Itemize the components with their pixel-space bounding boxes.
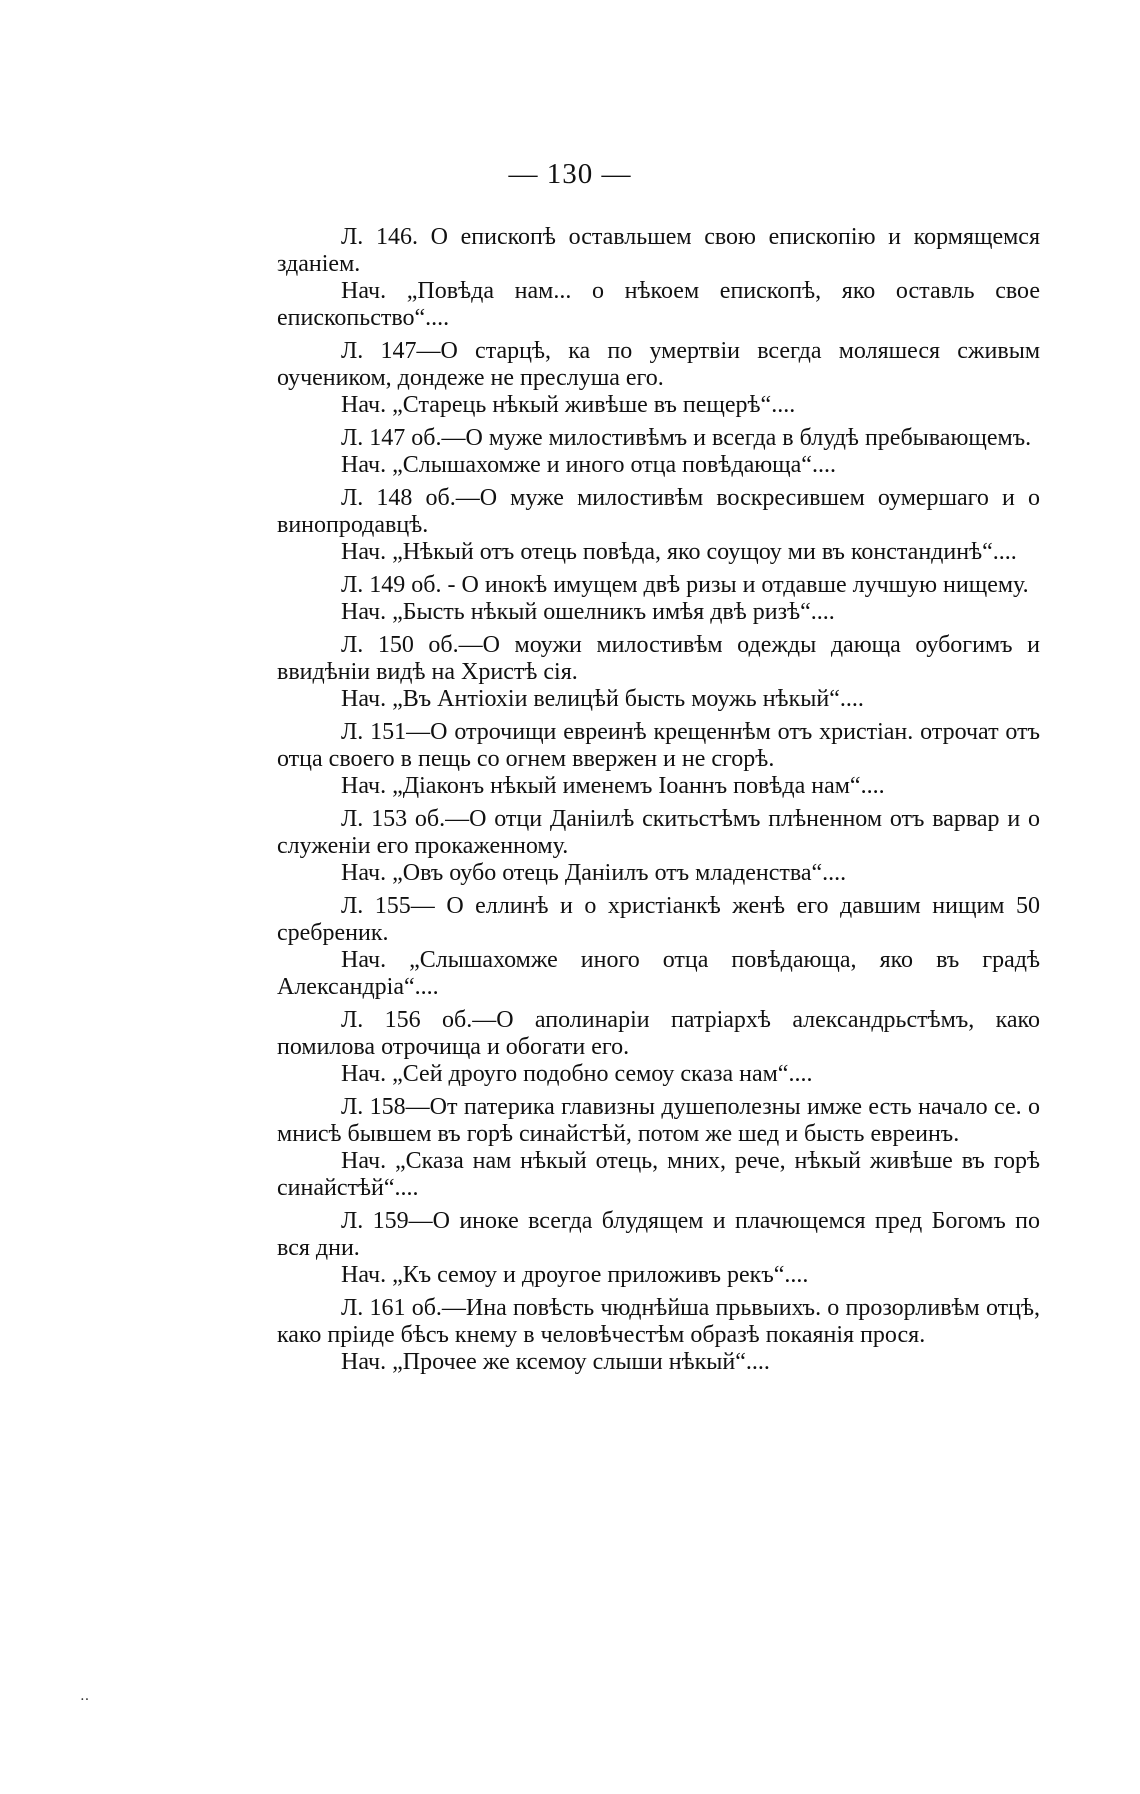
entry-description: Л. 150 об.—О моужи милостивѣм одежды дающа оубогимъ и ввидѣніи видѣ на Христѣ сія. [277,632,1040,685]
entry [277,1295,1040,1376]
entry-description: Л. 161 об.—Ина повѣсть чюднѣйша прьвыихъ. о прозорливѣм отцѣ, како пріиде бѣсъ кнему в человѣчестѣм образѣ покаянія прося. [277,1295,1040,1348]
entry [277,719,1040,800]
entry-description: Л. 149 об. - О инокѣ имущем двѣ ризы и отдавше лучшую нищему. [341,572,1029,598]
entry-description: Л. 156 об.—О аполинаріи патріархѣ александрьстѣмъ, како помилова отрочища и обогати его. [277,1007,1040,1060]
entry-description: Л. 147—О старцѣ, ка по умертвіи всегда моляшеся сживым оучеником, дондеже не преслуша его. [277,338,1040,391]
entry-incipit: Нач. „Сказа нам нѣкый отець, мних, рече, нѣкый живѣше въ горѣ синайстѣй“.... [277,1148,1040,1201]
entry-incipit: Нач. „Къ семоу и дроугое приложивъ рекъ“.... [341,1262,809,1288]
entry [277,572,1040,626]
entry-description: Л. 158—От патерика главизны душеполезны имже есть начало се. о мнисѣ бывшем въ горѣ синайстѣй, потом же шед и бысть евреинъ. [277,1094,1040,1147]
entry [277,224,1040,332]
entry [277,1007,1040,1088]
entry-incipit: Нач. „Слышахомже иного отца повѣдающа, яко въ градѣ Александріа“.... [277,947,1040,1000]
entry [277,1094,1040,1202]
entry-incipit: Нач. „Нѣкый отъ отець повѣда, яко соущоу ми въ констандинѣ“.... [341,539,1017,565]
page-number: — 130 — [508,158,632,190]
entry-description: Л. 159—О иноке всегда блудящем и плачющемся пред Богомъ по вся дни. [277,1208,1040,1261]
entry [277,806,1040,887]
entry-incipit: Нач. „Старець нѣкый живѣше въ пещерѣ“.... [341,392,796,418]
entry-incipit: Нач. „Въ Антіохіи велицѣй бысть моужь нѣкый“.... [341,686,864,712]
page-body [277,224,1040,1382]
entry [277,893,1040,1001]
entry-incipit: Нач. „Овъ оубо отець Даніилъ отъ младенства“.... [341,860,847,886]
entry-incipit: Нач. „Слышахомже и иного отца повѣдающа“.... [341,452,836,478]
entry-incipit: Нач. „Сей дроуго подобно семоу сказа нам“.... [341,1061,813,1087]
entry-description: Л. 153 об.—О отци Даніилѣ скитьстѣмъ плѣненном отъ варвар и о служеніи его прокаженному. [277,806,1040,859]
entry [277,485,1040,566]
entry-description: Л. 146. О епископѣ оставльшем свою епископію и кормящемся зданіем. [277,224,1040,277]
entry [277,1208,1040,1289]
entry-description: Л. 147 об.—О муже милостивѣмъ и всегда в блудѣ пребывающемъ. [341,425,1032,451]
entry [277,338,1040,419]
entry-description: Л. 151—О отрочищи евреинѣ крещеннѣм отъ христіан. отрочат отъ отца своего в пещь со огнем ввержен и не сгорѣ. [277,719,1040,772]
entry-incipit: Нач. „Повѣда нам... о нѣкоем епископѣ, яко оставль свое епископьство“.... [277,278,1040,331]
entry-incipit: Нач. „Бысть нѣкый ошелникъ имѣя двѣ ризѣ“.... [341,599,835,625]
entry-description: Л. 155— О еллинѣ и о христіанкѣ женѣ его давшим нищим 50 сребреник. [277,893,1040,946]
scan-speck: ․․ [80,1689,90,1704]
entry-incipit: Нач. „Діаконъ нѣкый именемъ Іоаннъ повѣда нам“.... [341,773,885,799]
entry-incipit: Нач. „Прочее же ксемоу слыши нѣкый“.... [341,1349,770,1375]
entry [277,632,1040,713]
entry-description: Л. 148 об.—О муже милостивѣм воскресившем оумершаго и о винопродавцѣ. [277,485,1040,538]
entry [277,425,1040,479]
